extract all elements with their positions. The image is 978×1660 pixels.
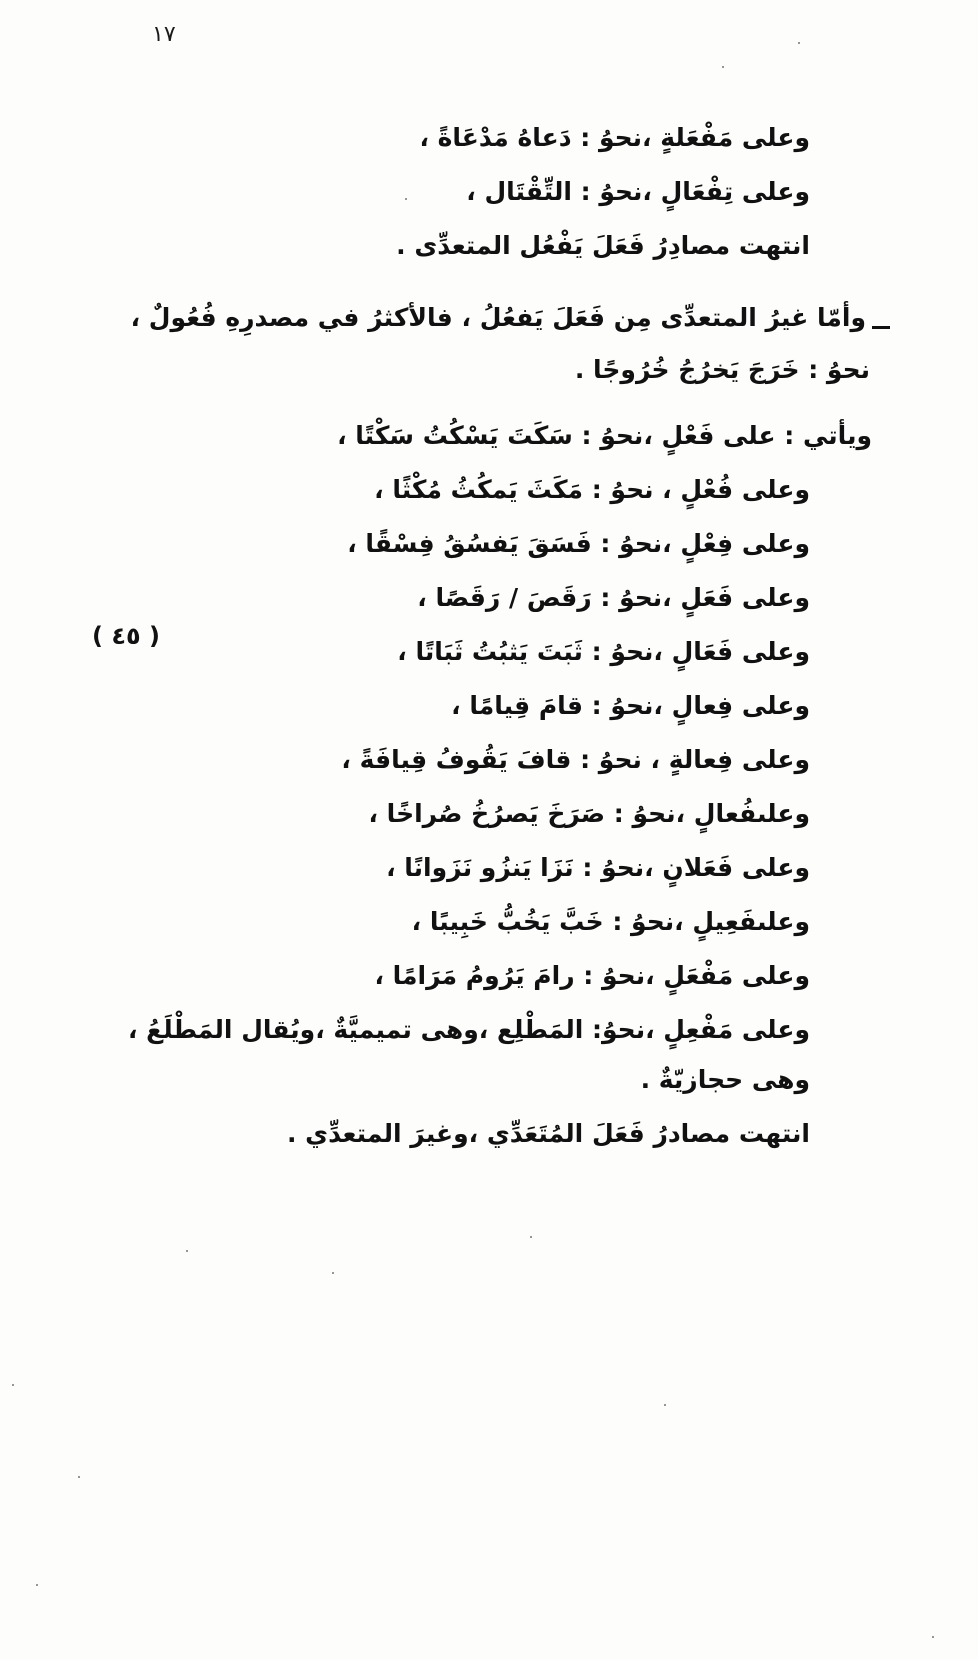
text-line: وعلى فُعْلٍ ، نحوُ : مَكَثَ يَمكُثُ مُكْثًا ، (374, 475, 810, 504)
text-line: وعلى تِفْعَالٍ ،نحوُ : التِّقْتَال ، (466, 177, 810, 206)
text-line: وعلى فَعَلٍ ،نحوُ : رَقَصَ / رَقَصًا ، (417, 583, 810, 612)
scan-speck (664, 1404, 666, 1406)
text-line: وعلى فِعالٍ ،نحوُ : قامَ قِيامًا ، (451, 691, 810, 720)
text-line: نحوُ : خَرَجَ يَخرُجُ خُرُوجًا . (574, 355, 870, 384)
text-line: وعلىفَعِيلٍ ،نحوُ : خَبَّ يَخُبُّ خَبِيبًا ، (411, 907, 810, 936)
text-line: وأمّا غيرُ المتعدِّى مِن فَعَلَ يَفعُلُ ، فالأكثرُ في مصدرِهِ فُعُولٌ ، (130, 303, 866, 332)
scan-speck (78, 1476, 80, 1478)
scan-speck (36, 1584, 38, 1586)
text-line: وعلى فَعَلانٍ ،نحوُ : نَزَا يَنزُو نَزَوانًا ، (386, 853, 810, 882)
text-line: وعلى مَفْعَلٍ ،نحوُ : رامَ يَرُومُ مَرَامًا ، (374, 961, 810, 990)
scan-speck (12, 1384, 14, 1386)
text-line: انتهت مصادِرُ فَعَلَ يَفْعُل المتعدِّى . (396, 231, 810, 260)
paragraph-dash (872, 326, 890, 329)
corner-mark: ١٧ (152, 22, 176, 47)
scan-speck (798, 42, 800, 44)
scan-speck (186, 1250, 188, 1252)
page-number: ( ٤٥ ) (92, 622, 160, 650)
text-line: وعلى فِعالةٍ ، نحوُ : قافَ يَقُوفُ قِيافَةً ، (341, 745, 810, 774)
scan-speck (530, 1236, 532, 1238)
text-line: وعلىفُعالٍ ،نحوُ : صَرَخَ يَصرُخُ صُراخًا ، (368, 799, 810, 828)
scan-speck (722, 66, 724, 68)
scan-speck (332, 1272, 334, 1274)
text-line: وعلى مَفْعِلٍ ،نحوُ: المَطْلِع ،وهى تميميَّةٌ ،ويُقال المَطْلَعُ ، (127, 1015, 810, 1044)
scan-speck (405, 198, 407, 200)
text-line: انتهت مصادرُ فَعَلَ المُتَعَدِّي ،وغيرَ المتعدِّي . (286, 1119, 810, 1148)
text-line: وهى حجازيّةٌ . (640, 1065, 810, 1094)
text-line: وعلى فِعْلٍ ،نحوُ : فَسَقَ يَفسُقُ فِسْقًا ، (347, 529, 810, 558)
text-line: وعلى فَعَالٍ ،نحوُ : ثَبَتَ يَثبُتُ ثَبَاتًا ، (397, 637, 810, 666)
scan-speck (932, 1636, 934, 1638)
text-line: وعلى مَفْعَلةٍ ،نحوُ : دَعاهُ مَدْعَاةً ، (419, 123, 810, 152)
text-line: ويأتي : على فَعْلٍ ،نحوُ : سَكَتَ يَسْكُتُ سَكْتًا ، (337, 421, 872, 450)
